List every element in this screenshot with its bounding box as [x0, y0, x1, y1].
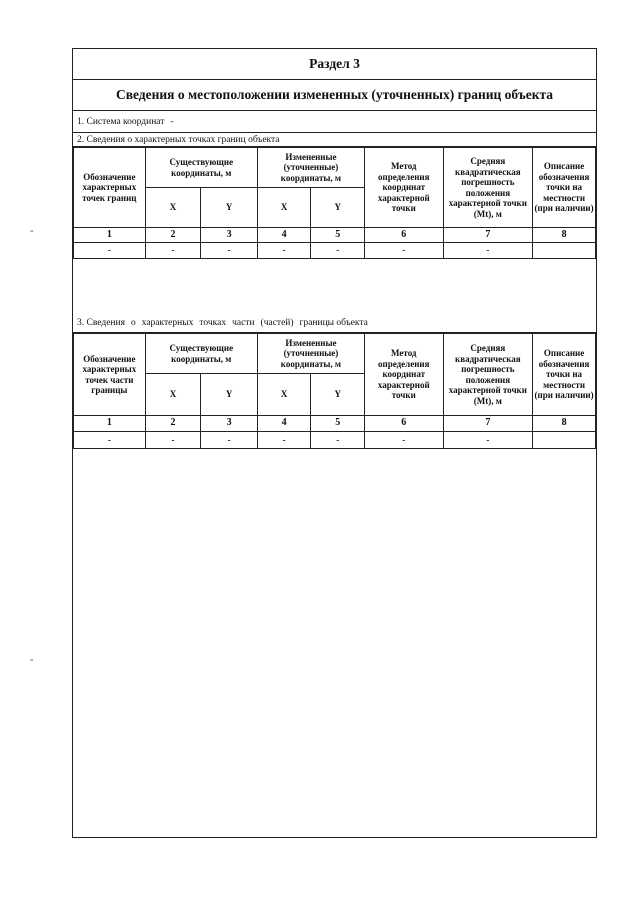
header-method: Метод определения координат характерной точки [364, 334, 443, 416]
column-number: 6 [364, 416, 443, 432]
header-y: Y [311, 188, 365, 228]
boundary-points-table [73, 147, 596, 259]
header-y: Y [201, 188, 258, 228]
header-rmse: Средняя квадратическая погрешность положения характерной точки (Mt), м [443, 148, 533, 228]
coordinate-system-label: 1. Система координат [77, 116, 165, 127]
column-number: 2 [145, 416, 201, 432]
header-point-designation: Обозначение характерных точек части границы [74, 334, 146, 416]
table3-caption: 3. Сведения о характерных точках части (частей) границы объекта [73, 314, 596, 333]
column-number: 7 [443, 228, 533, 243]
table-cell [533, 243, 596, 259]
header-changed-coords: Измененные (уточненные) координаты, м [257, 148, 364, 188]
header-existing-coords: Существующие координаты, м [145, 334, 257, 374]
section-title: Раздел 3 [73, 49, 596, 80]
table-cell: - [201, 243, 258, 259]
table-cell: - [311, 243, 365, 259]
table-cell: - [311, 432, 365, 449]
coordinate-system-value: - [170, 116, 174, 127]
boundary-part-points-table [73, 333, 596, 449]
column-number: 7 [443, 416, 533, 432]
table-cell: - [145, 432, 201, 449]
table-cell: - [74, 432, 146, 449]
header-x: X [257, 188, 311, 228]
table-row [74, 243, 596, 259]
table-cell: - [364, 243, 443, 259]
table-row [74, 432, 596, 449]
column-number: 4 [257, 416, 311, 432]
document-frame [72, 48, 597, 838]
column-number: 3 [201, 416, 258, 432]
header-existing-coords: Существующие координаты, м [145, 148, 257, 188]
column-number: 2 [145, 228, 201, 243]
header-x: X [145, 188, 201, 228]
column-number: 8 [533, 228, 596, 243]
header-description: Описание обозначения точки на местности (при наличии) [533, 334, 596, 416]
column-number: 5 [311, 228, 365, 243]
table-cell: - [145, 243, 201, 259]
header-changed-coords: Измененные (уточненные) координаты, м [257, 334, 364, 374]
header-description: Описание обозначения точки на местности (при наличии) [533, 148, 596, 228]
header-x: X [257, 374, 311, 416]
column-number: 8 [533, 416, 596, 432]
table-cell: - [74, 243, 146, 259]
header-rmse: Средняя квадратическая погрешность положения характерной точки (Mt), м [443, 334, 533, 416]
header-method: Метод определения координат характерной точки [364, 148, 443, 228]
column-number: 5 [311, 416, 365, 432]
header-point-designation: Обозначение характерных точек границ [74, 148, 146, 228]
table-cell: - [257, 432, 311, 449]
table2-caption: 2. Сведения о характерных точках границ объекта [73, 133, 596, 147]
column-number: 4 [257, 228, 311, 243]
main-heading: Сведения о местоположении измененных (уточненных) границ объекта [73, 80, 596, 111]
table-cell: - [364, 432, 443, 449]
table-cell: - [257, 243, 311, 259]
column-number: 6 [364, 228, 443, 243]
column-number: 1 [74, 416, 146, 432]
table-cell: - [201, 432, 258, 449]
header-x: X [145, 374, 201, 416]
table-cell: - [443, 432, 533, 449]
coordinate-system-row [73, 111, 596, 133]
margin-mark: - [30, 226, 34, 237]
header-y: Y [311, 374, 365, 416]
margin-mark: - [30, 655, 34, 666]
column-number: 1 [74, 228, 146, 243]
table-cell: - [443, 243, 533, 259]
table-cell [533, 432, 596, 449]
column-number: 3 [201, 228, 258, 243]
header-y: Y [201, 374, 258, 416]
